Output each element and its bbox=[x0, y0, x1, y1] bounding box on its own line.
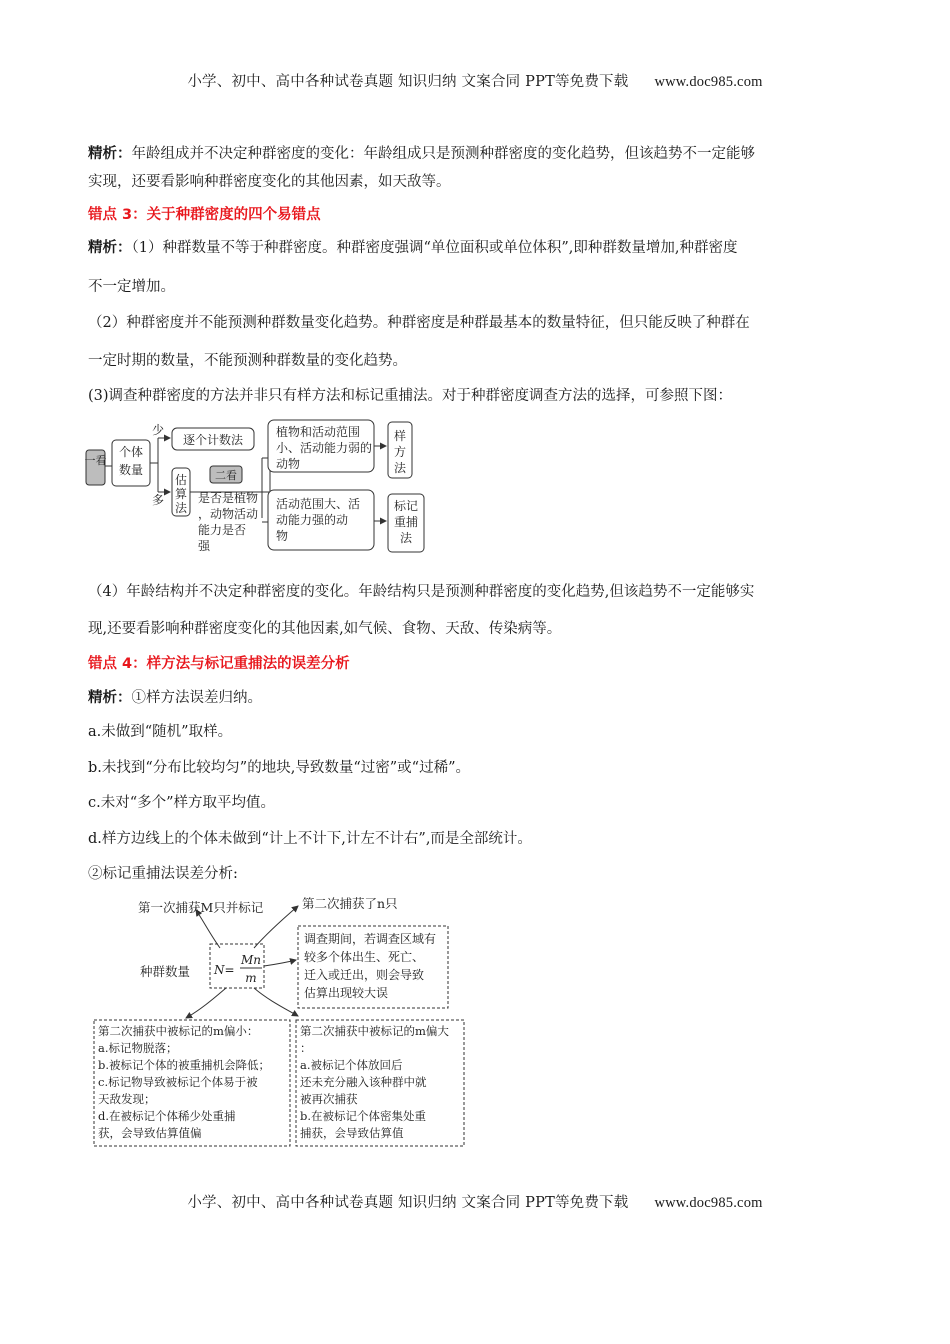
high-title2: ： bbox=[300, 1041, 312, 1055]
high-b2: 捕获，会导致估算值 bbox=[300, 1126, 404, 1140]
estimate-line1: 估 bbox=[174, 473, 188, 487]
estimate-line2: 算 bbox=[174, 487, 188, 501]
population-label: 种群数量 bbox=[140, 964, 191, 979]
look2-label: 二看 bbox=[215, 469, 237, 482]
analysis-label: 精析： bbox=[88, 240, 132, 256]
paragraph-6 bbox=[88, 688, 868, 708]
note-line3: 迁入或迁出，则会导致 bbox=[304, 968, 425, 982]
high-a2: 还未充分融入该种群中就 bbox=[300, 1075, 427, 1089]
few-label: 少 bbox=[152, 423, 165, 437]
many-label: 多 bbox=[152, 493, 165, 507]
footer-text: 小学、初中、高中各种试卷真题 知识归纳 文案合同 PPT等免费下载 bbox=[187, 1195, 629, 1211]
low-c1: c.标记物导致被标记个体易于被 bbox=[98, 1075, 258, 1089]
item-a: a.未做到“随机”取样。 bbox=[88, 724, 233, 740]
mark-line1: 标记 bbox=[393, 499, 419, 513]
count-method-label: 逐个计数法 bbox=[182, 433, 244, 447]
item-b: b.未找到“分布比较均匀”的地块,导致数量“过密”或“过稀”。 bbox=[88, 760, 470, 776]
item-d: d.样方边线上的个体未做到“计上不计下,计左不计右”,而是全部统计。 bbox=[88, 831, 532, 847]
formula-n: N= bbox=[214, 963, 235, 977]
analysis-label: 精析： bbox=[88, 146, 132, 162]
paragraph-2-line-1 bbox=[88, 238, 868, 258]
question-line1: 是否是植物 bbox=[198, 491, 259, 505]
paragraph-1-line-2: 实现，还要看影响种群密度变化的其他因素，如天敌等。 bbox=[88, 174, 451, 190]
paragraph-7: ②标记重捕法误差分析: bbox=[88, 866, 238, 882]
section-heading-3: 错点 3：关于种群密度的四个易错点 bbox=[88, 207, 321, 223]
paragraph-1-line-1 bbox=[88, 144, 868, 164]
individual-count-line1: 个体 bbox=[118, 445, 144, 459]
formula-num: Mn bbox=[240, 953, 262, 967]
question-line4: 强 bbox=[198, 539, 211, 553]
question-line2: ，动物活动 bbox=[198, 507, 259, 521]
page-header bbox=[0, 70, 950, 91]
animals-line2: 动能力强的动 bbox=[276, 513, 349, 527]
header-text: 小学、初中、高中各种试卷真题 知识归纳 文案合同 PPT等免费下载 bbox=[187, 74, 629, 90]
animals-line3: 物 bbox=[276, 529, 289, 543]
low-b: b.被标记个体的被重捕机会降低； bbox=[98, 1058, 271, 1072]
mark-recapture-diagram bbox=[92, 892, 472, 1150]
note-line4: 估算出现较大误 bbox=[304, 986, 389, 1000]
low-d2: 获，会导致估算值偏 bbox=[98, 1126, 202, 1140]
estimate-line3: 法 bbox=[174, 501, 188, 515]
low-c2: 天敌发现； bbox=[98, 1092, 156, 1106]
section-heading-4: 错点 4：样方法与标记重捕法的误差分析 bbox=[88, 656, 350, 672]
quadrat-line1: 样 bbox=[393, 429, 407, 443]
page-footer bbox=[0, 1191, 950, 1212]
footer-site[interactable]: www.doc985.com bbox=[654, 1195, 763, 1211]
paragraph-3-line-2: 一定时期的数量，不能预测种群数量的变化趋势。 bbox=[88, 353, 407, 369]
method-selection-diagram bbox=[84, 418, 430, 564]
look1-label: 一看 bbox=[84, 454, 107, 467]
formula-den: m bbox=[245, 971, 257, 985]
quadrat-line3: 法 bbox=[393, 461, 407, 475]
paragraph-5-line-1: （4）年龄结构并不决定种群密度的变化。年龄结构只是预测种群密度的变化趋势,但该趋势不一定能够实 bbox=[88, 584, 755, 600]
plants-line1: 植物和活动范围 bbox=[276, 425, 361, 439]
plants-line3: 动物 bbox=[276, 457, 301, 471]
mark-line3: 法 bbox=[399, 531, 413, 545]
animals-line1: 活动范围大、活 bbox=[276, 497, 361, 511]
high-title1: 第二次捕获中被标记的m偏大 bbox=[300, 1024, 449, 1038]
note-line2: 较多个体出生、死亡、 bbox=[304, 950, 425, 964]
paragraph-5-line-2: 现,还要看影响种群密度变化的其他因素,如气候、食物、天敌、传染病等。 bbox=[88, 621, 562, 637]
p6-text: ①样方法误差归纳。 bbox=[131, 690, 262, 706]
individual-count-line2: 数量 bbox=[118, 463, 144, 477]
mark-line2: 重捕 bbox=[393, 515, 419, 529]
plants-line2: 小、活动能力弱的 bbox=[276, 441, 373, 455]
question-line3: 能力是否 bbox=[198, 523, 247, 537]
high-b1: b.在被标记个体密集处重 bbox=[300, 1109, 427, 1123]
low-title: 第二次捕获中被标记的m偏小： bbox=[98, 1024, 259, 1038]
p2-text: （1）种群数量不等于种群密度。种群密度强调“单位面积或单位体积”,即种群数量增加,种群密度 bbox=[131, 240, 738, 256]
quadrat-line2: 方 bbox=[393, 445, 407, 459]
header-site[interactable]: www.doc985.com bbox=[654, 74, 763, 90]
high-a1: a.被标记个体放回后 bbox=[300, 1058, 403, 1072]
high-a3: 被再次捕获 bbox=[300, 1092, 358, 1106]
second-capture-label: 第二次捕获了n只 bbox=[302, 896, 398, 911]
low-a: a.标记物脱落； bbox=[98, 1041, 178, 1055]
low-d1: d.在被标记个体稀少处重捕 bbox=[98, 1109, 236, 1123]
item-c: c.未对“多个”样方取平均值。 bbox=[88, 795, 276, 811]
paragraph-3-line-1: （2）种群密度并不能预测种群数量变化趋势。种群密度是种群最基本的数量特征，但只能反映了种群在 bbox=[88, 315, 750, 331]
analysis-label: 精析： bbox=[88, 690, 132, 706]
first-capture-label: 第一次捕获M只并标记 bbox=[138, 900, 264, 915]
p1-text: 年龄组成并不决定种群密度的变化：年龄组成只是预测种群密度的变化趋势，但该趋势不一定能够 bbox=[131, 146, 755, 162]
paragraph-4: (3)调查种群密度的方法并非只有样方法和标记重捕法。对于种群密度调查方法的选择，可参照下图： bbox=[88, 388, 733, 404]
paragraph-2-line-2: 不一定增加。 bbox=[88, 279, 175, 295]
note-line1: 调查期间，若调查区域有 bbox=[304, 932, 437, 946]
